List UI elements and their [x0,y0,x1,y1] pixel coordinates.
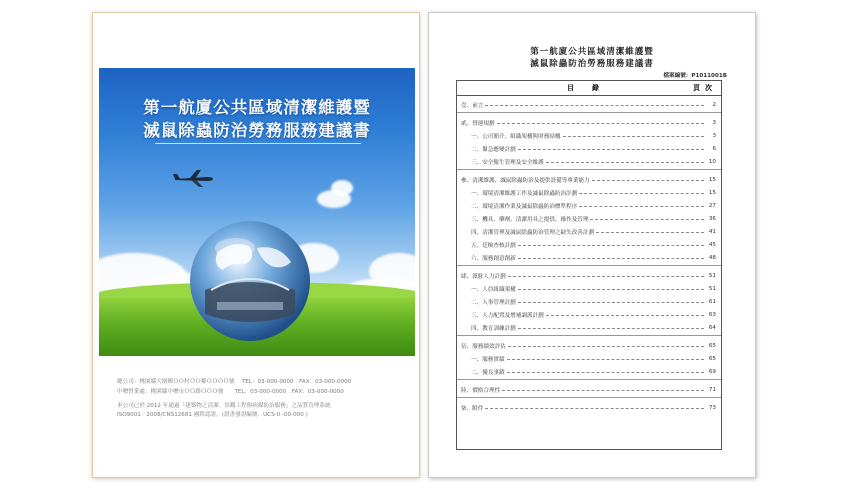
toc-entry[interactable] [461,131,716,140]
toc-entry[interactable] [461,157,716,166]
toc-leader-dots [518,289,704,290]
toc-entry-page: 69 [708,368,716,375]
toc-entry[interactable] [461,284,716,293]
toc-leader-dots [485,408,704,409]
toc-entry[interactable] [461,100,716,109]
toc-page [428,12,756,478]
toc-leader-dots [518,302,704,303]
toc-entry-label: 二、緊急應變計劃 [471,146,516,153]
toc-entry-page: 51 [708,272,716,279]
toc-leader-dots [546,162,704,163]
toc-leader-dots [518,328,704,329]
toc-leader-dots [579,193,704,194]
toc-entry-page: 65 [708,342,716,349]
toc-entry[interactable] [461,310,716,319]
toc-entry-label: 五、廷檢查核計劃 [471,242,516,249]
cover-title-line2: 滅鼠除蟲防治勞務服務建議書 [143,121,371,140]
toc-entry[interactable] [461,385,716,394]
toc-entry[interactable] [461,341,716,350]
airplane-icon [173,168,215,188]
toc-entry-label: 貳、營運規劃 [461,120,495,127]
toc-separator [457,397,721,398]
toc-leader-dots [502,390,704,391]
toc-entry-label: 二、優良事蹟 [471,369,505,376]
toc-leader-dots [563,136,704,137]
toc-leader-dots [518,258,704,259]
toc-leader-dots [518,245,704,246]
toc-entry-label: 柒、附件 [461,405,484,412]
toc-entry[interactable] [461,214,716,223]
toc-entry-label: 四、清潔管理及滅鼠除蟲防治管理之缺失改善計劃 [471,229,595,236]
toc-entry-page: 36 [708,215,716,222]
toc-contents-header: 目錄 [567,84,617,92]
toc-entry-page: 51 [708,285,716,292]
toc-leader-dots [546,315,704,316]
toc-entry[interactable] [461,323,716,332]
toc-table [456,80,722,450]
toc-entry-page: 3 [712,119,716,126]
toc-entry[interactable] [461,271,716,280]
cover-info-line: 中壢營業處：桃園縣中壢市ＯＯ路ＯＯＯ號 TEL：03-000-0000 FAX：03-000-0000 [117,389,344,395]
toc-entry[interactable] [461,253,716,262]
toc-entry[interactable] [461,354,716,363]
globe-icon [187,218,313,344]
toc-entry-label: 參、清潔維護、滅鼠除蟲防治及提供設備等專業能力 [461,177,590,184]
toc-entry-label: 二、人事管理計劃 [471,299,516,306]
cover-page [92,12,420,478]
toc-leader-dots [485,105,704,106]
toc-entry-label: 三、人力配置及增補調派計劃 [471,312,544,319]
toc-entry[interactable] [461,367,716,376]
toc-entry[interactable] [461,144,716,153]
toc-entry-page: 71 [708,386,716,393]
toc-entry-label: 六、服務創意創新 [471,255,516,262]
toc-separator [457,169,721,170]
title-divider [155,143,361,144]
toc-entry[interactable] [461,227,716,236]
toc-leader-dots [508,346,704,347]
toc-entry-page: 10 [708,158,716,165]
toc-entry-page: 3 [712,132,716,139]
toc-leader-dots [507,372,704,373]
toc-title-line2: 滅鼠除蟲防治勞務服務建議書 [530,59,654,69]
toc-entry-page: 6 [712,145,716,152]
toc-leader-dots [579,206,704,207]
toc-entry-page: 61 [708,298,716,305]
toc-page-header: 頁次 [693,84,717,92]
toc-separator [457,335,721,336]
toc-entry-label: 肆、派駐人力計劃 [461,273,506,280]
toc-entry-page: 48 [708,254,716,261]
toc-entry-label: 壹、前言 [461,102,484,109]
toc-entry[interactable] [461,118,716,127]
toc-entry[interactable] [461,403,716,412]
toc-leader-dots [596,232,704,233]
toc-header-row [457,81,721,96]
toc-entry-label: 三、安全衛生管理及安全維護 [471,159,544,166]
toc-entry-label: 伍、服務績效評估 [461,343,506,350]
toc-leader-dots [590,219,704,220]
toc-entry[interactable] [461,240,716,249]
toc-entry-page: 15 [708,189,716,196]
toc-leader-dots [497,123,704,124]
cover-hero-image [99,68,415,356]
toc-entry-label: 一、服務實績 [471,356,505,363]
toc-leader-dots [508,276,704,277]
toc-entry-page: 73 [708,404,716,411]
toc-entry-page: 15 [708,176,716,183]
document-number: 檔案編號：P1011001B [663,73,727,79]
toc-entry[interactable] [461,201,716,210]
toc-leader-dots [507,359,704,360]
toc-entry-page: 64 [708,324,716,331]
toc-leader-dots [518,149,704,150]
toc-entry-label: 一、人員組織架構 [471,286,516,293]
toc-entry-page: 63 [708,311,716,318]
toc-entry[interactable] [461,297,716,306]
toc-entry[interactable] [461,175,716,184]
toc-entry-page: 65 [708,355,716,362]
toc-separator [457,265,721,266]
toc-leader-dots [592,180,704,181]
toc-entry-page: 41 [708,228,716,235]
toc-entry-label: 一、公司簡介、組織架構與財務結構 [471,133,561,140]
toc-title-line1: 第一航廈公共區域清潔維護暨 [530,47,654,57]
toc-separator [457,379,721,380]
toc-entry-label: 四、教育訓練計劃 [471,325,516,332]
toc-entry-label: 陸、價格合理性 [461,387,501,394]
cover-info-line: 本公司已於 2012 年通過「建築物之清潔、景觀工程與病媒防治服務」之品質管理系統 [117,403,331,409]
toc-entry-label: 一、環境清潔維護工作及滅鼠除蟲防治計劃 [471,190,578,197]
toc-separator [457,112,721,113]
toc-entry-page: 2 [712,101,716,108]
toc-entry-page: 27 [708,202,716,209]
toc-entry[interactable] [461,188,716,197]
toc-entry-label: 三、機具、藥劑、清潔用具之提供、操作及管理 [471,216,589,223]
toc-entry-label: 二、環境清潔作業及滅鼠除蟲防治標準程序 [471,203,578,210]
cover-title-line1: 第一航廈公共區域清潔維護暨 [143,98,371,117]
toc-entry-page: 45 [708,241,716,248]
cover-info-line: ISO9001：2008/CNS12681 國際認證。(證書發證編號：UCS-0 -00-000 ) [117,412,308,418]
cover-info-line: 總公司：桃園縣大園鄉ＯＯ村ＯＯ鄰ＯＯＯＯ號 TEL：03-000-0000 FAX：03-000-0000 [117,379,352,385]
